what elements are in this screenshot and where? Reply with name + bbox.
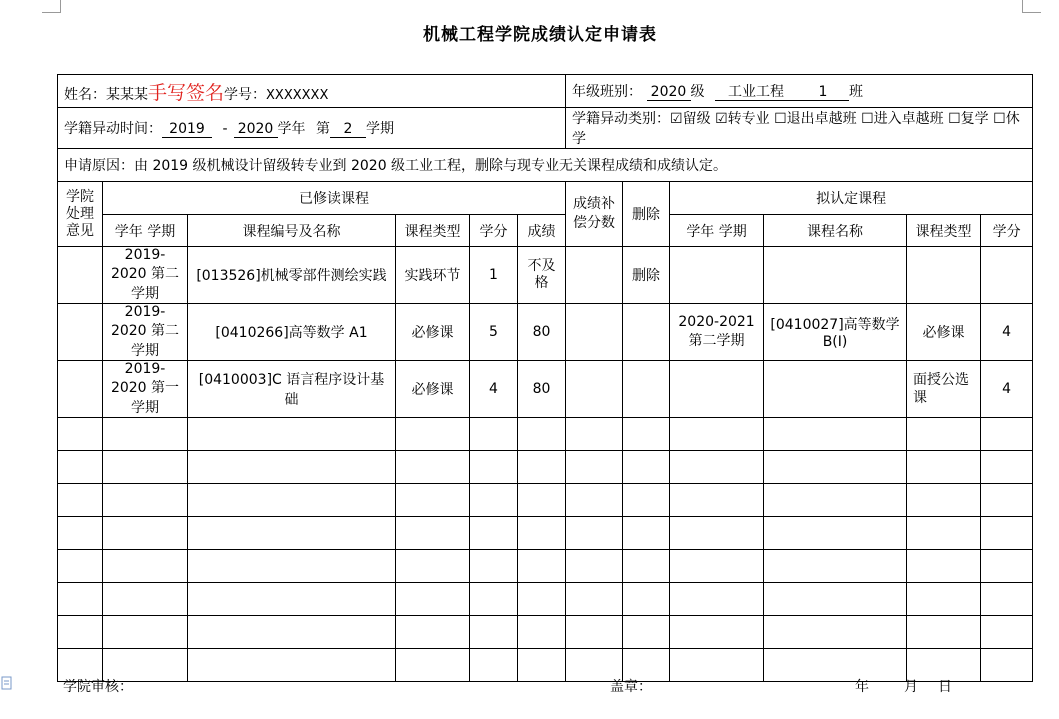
crop-mark-left <box>42 0 61 13</box>
grade-year: 2020 <box>647 84 691 101</box>
credit-cell: 4 <box>470 361 518 418</box>
checkbox-label: 进入卓越班 <box>873 111 944 127</box>
change-year-to: 2020 <box>234 121 278 138</box>
planned-term-cell: 2020-2021 第二学期 <box>670 304 764 361</box>
month-label: 月 <box>904 679 918 695</box>
planned-courses-header: 拟认定课程 <box>670 182 1033 215</box>
day-label: 日 <box>938 679 952 695</box>
change-year-unit: 学年 <box>277 121 306 137</box>
planned-type-cell: 必修课 <box>907 304 981 361</box>
info-row-1 <box>58 75 1033 108</box>
header-row-2 <box>58 215 1033 247</box>
course-cell: [0410003]C 语言程序设计基础 <box>188 361 396 418</box>
student-id-value: XXXXXXX <box>266 87 329 103</box>
name-value: 某某某 <box>106 86 148 103</box>
comp-cell <box>566 361 623 418</box>
course-name-header: 课程名称 <box>764 215 907 247</box>
planned-term-cell <box>670 361 764 418</box>
planned-credit-cell: 4 <box>981 304 1033 361</box>
checkbox-transfer-major[interactable] <box>715 111 770 127</box>
change-time-label: 学籍异动时间： <box>64 121 162 137</box>
checkbox-enter-elite[interactable] <box>861 111 944 127</box>
planned-course-cell: [0410027]高等数学 B(I) <box>764 304 907 361</box>
grade-unit: 级 <box>690 84 705 100</box>
empty-row <box>58 451 1033 484</box>
planned-course-cell <box>764 361 907 418</box>
college-opinion-header: 学院处理意见 <box>58 182 103 247</box>
planned-course-type-header: 课程类型 <box>907 215 981 247</box>
term-cell: 2019-2020 第二学期 <box>103 247 188 304</box>
empty-box-icon: ☐ <box>861 111 874 127</box>
score-cell: 80 <box>518 361 566 418</box>
change-type-cell <box>566 108 1033 149</box>
year-term-header: 学年 学期 <box>103 215 188 247</box>
checkbox-label: 退出卓越班 <box>786 111 857 127</box>
planned-type-cell <box>907 247 981 304</box>
crop-mark-right <box>1022 0 1041 13</box>
class-no: 1 <box>797 84 849 101</box>
opinion-cell <box>58 304 103 361</box>
empty-row <box>58 418 1033 451</box>
change-type-label: 学籍异动类别： <box>572 111 671 127</box>
change-year-from: 2019 <box>162 121 212 138</box>
handwritten-signature: 手写签名 <box>148 81 225 104</box>
planned-type-cell: 面授公选课 <box>907 361 981 418</box>
info-row-2 <box>58 108 1033 149</box>
empty-row <box>58 649 1033 682</box>
checkbox-exit-elite[interactable] <box>774 111 857 127</box>
planned-term-cell <box>670 247 764 304</box>
planned-credit-cell: 4 <box>981 361 1033 418</box>
type-cell: 实践环节 <box>396 247 470 304</box>
empty-row <box>58 583 1033 616</box>
checkbox-label: 复学 <box>960 111 989 127</box>
application-form-table <box>57 74 1033 682</box>
delete-cell <box>623 361 670 418</box>
checkbox-label: 留级 <box>682 111 711 127</box>
reason-text: 申请原因：由 2019 级机械设计留级转专业到 2020 级工业工程，删除与现专业无关课程成绩和成绩认定。 <box>58 149 1033 182</box>
term-cell: 2019-2020 第二学期 <box>103 304 188 361</box>
change-term-prefix: 第 <box>315 121 330 137</box>
reason-row <box>58 149 1033 182</box>
table-row <box>58 304 1033 361</box>
opinion-cell <box>58 247 103 304</box>
grade-class-cell <box>566 75 1033 108</box>
class-unit: 班 <box>848 84 863 100</box>
empty-row <box>58 550 1033 583</box>
year-label: 年 <box>855 679 869 695</box>
change-term-unit: 学期 <box>365 121 394 137</box>
form-title: 机械工程学院成绩认定申请表 <box>423 25 657 45</box>
term-cell: 2019-2020 第一学期 <box>103 361 188 418</box>
comp-cell <box>566 304 623 361</box>
change-time-cell <box>58 108 566 149</box>
type-cell: 必修课 <box>396 304 470 361</box>
name-label: 姓名： <box>64 86 106 103</box>
completed-courses-header: 已修读课程 <box>103 182 566 215</box>
empty-box-icon: ☐ <box>948 111 961 127</box>
change-term: 2 <box>330 121 366 138</box>
major: 工业工程 <box>715 84 797 101</box>
header-row-1 <box>58 182 1033 215</box>
checked-box-icon: ☑ <box>670 111 683 127</box>
name-cell <box>58 75 566 108</box>
credit-header: 学分 <box>470 215 518 247</box>
checkbox-label: 转专业 <box>727 111 770 127</box>
student-id-label: 学号： <box>224 86 267 103</box>
table-row <box>58 361 1033 418</box>
empty-row <box>58 484 1033 517</box>
empty-box-icon: ☐ <box>993 111 1006 127</box>
course-cell: [0410266]高等数学 A1 <box>188 304 396 361</box>
code-name-header: 课程编号及名称 <box>188 215 396 247</box>
grade-compensation-header: 成绩补偿分数 <box>566 182 623 247</box>
planned-credit-header: 学分 <box>981 215 1033 247</box>
document-icon <box>0 676 14 690</box>
empty-box-icon: ☐ <box>774 111 787 127</box>
type-cell: 必修课 <box>396 361 470 418</box>
delete-header: 删除 <box>623 182 670 247</box>
college-review-label: 学院审核： <box>63 679 133 695</box>
empty-row <box>58 517 1033 550</box>
planned-course-cell <box>764 247 907 304</box>
checkbox-stay-back[interactable] <box>670 111 711 127</box>
opinion-cell <box>58 361 103 418</box>
seal-label: 盖章： <box>610 679 652 695</box>
planned-year-term-header: 学年 学期 <box>670 215 764 247</box>
delete-cell: 删除 <box>623 247 670 304</box>
checkbox-label: 休学 <box>572 111 1020 147</box>
score-cell: 不及格 <box>518 247 566 304</box>
checked-box-icon: ☑ <box>715 111 728 127</box>
course-cell: [013526]机械零部件测绘实践 <box>188 247 396 304</box>
credit-cell: 5 <box>470 304 518 361</box>
table-row <box>58 247 1033 304</box>
course-type-header: 课程类型 <box>396 215 470 247</box>
delete-cell <box>623 304 670 361</box>
planned-credit-cell <box>981 247 1033 304</box>
grade-class-label: 年级班别： <box>572 84 643 100</box>
score-cell: 80 <box>518 304 566 361</box>
empty-row <box>58 616 1033 649</box>
score-header: 成绩 <box>518 215 566 247</box>
credit-cell: 1 <box>470 247 518 304</box>
comp-cell <box>566 247 623 304</box>
checkbox-resume[interactable] <box>948 111 989 127</box>
change-dash: - <box>222 121 228 137</box>
